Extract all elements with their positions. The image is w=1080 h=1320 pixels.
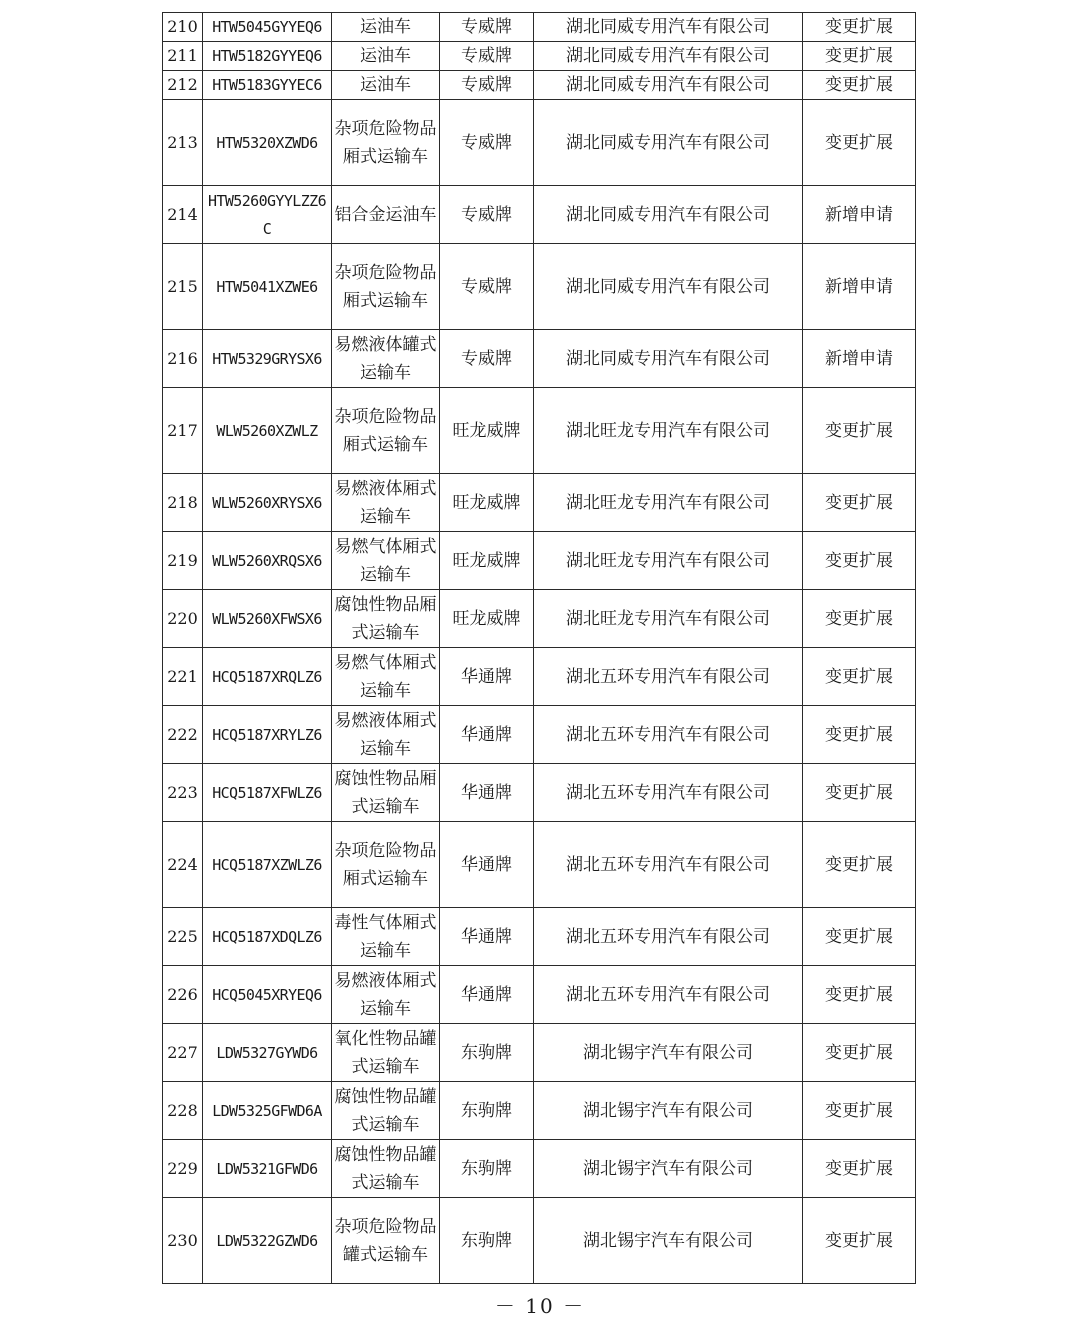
cell-application-type: 新增申请 — [803, 186, 916, 244]
cell-seq-no: 221 — [163, 648, 203, 706]
cell-company: 湖北同威专用汽车有限公司 — [534, 100, 803, 186]
cell-seq-no: 217 — [163, 388, 203, 474]
cell-brand: 华通牌 — [440, 648, 534, 706]
cell-application-type: 变更扩展 — [803, 42, 916, 71]
cell-model-number: HTW5260GYYLZZ6C — [203, 186, 332, 244]
cell-application-type: 变更扩展 — [803, 908, 916, 966]
cell-seq-no: 229 — [163, 1140, 203, 1198]
cell-product-name: 易燃液体厢式运输车 — [332, 474, 440, 532]
cell-seq-no: 218 — [163, 474, 203, 532]
cell-product-name: 杂项危险物品厢式运输车 — [332, 244, 440, 330]
table-row — [163, 822, 916, 908]
cell-seq-no: 214 — [163, 186, 203, 244]
cell-brand: 专威牌 — [440, 13, 534, 42]
cell-product-name: 易燃液体罐式运输车 — [332, 330, 440, 388]
cell-model-number: HCQ5187XZWLZ6 — [203, 822, 332, 908]
table-row — [163, 388, 916, 474]
table-row — [163, 13, 916, 42]
cell-brand: 专威牌 — [440, 186, 534, 244]
cell-brand: 东驹牌 — [440, 1198, 534, 1284]
cell-brand: 旺龙威牌 — [440, 532, 534, 590]
cell-seq-no: 215 — [163, 244, 203, 330]
cell-model-number: WLW5260XRQSX6 — [203, 532, 332, 590]
cell-product-name: 腐蚀性物品厢式运输车 — [332, 590, 440, 648]
cell-company: 湖北同威专用汽车有限公司 — [534, 13, 803, 42]
cell-brand: 华通牌 — [440, 706, 534, 764]
cell-product-name: 杂项危险物品罐式运输车 — [332, 1198, 440, 1284]
cell-brand: 华通牌 — [440, 764, 534, 822]
cell-application-type: 变更扩展 — [803, 388, 916, 474]
cell-model-number: HCQ5187XRQLZ6 — [203, 648, 332, 706]
cell-company: 湖北五环专用汽车有限公司 — [534, 764, 803, 822]
cell-model-number: LDW5321GFWD6 — [203, 1140, 332, 1198]
cell-seq-no: 228 — [163, 1082, 203, 1140]
table-row — [163, 764, 916, 822]
cell-application-type: 变更扩展 — [803, 648, 916, 706]
cell-seq-no: 224 — [163, 822, 203, 908]
table-row — [163, 330, 916, 388]
cell-model-number: HTW5183GYYEC6 — [203, 71, 332, 100]
cell-brand: 旺龙威牌 — [440, 388, 534, 474]
cell-company: 湖北旺龙专用汽车有限公司 — [534, 532, 803, 590]
cell-application-type: 变更扩展 — [803, 1082, 916, 1140]
cell-application-type: 变更扩展 — [803, 764, 916, 822]
table-row — [163, 648, 916, 706]
cell-model-number: HTW5041XZWE6 — [203, 244, 332, 330]
cell-application-type: 变更扩展 — [803, 966, 916, 1024]
cell-product-name: 易燃液体厢式运输车 — [332, 966, 440, 1024]
cell-company: 湖北五环专用汽车有限公司 — [534, 822, 803, 908]
cell-seq-no: 210 — [163, 13, 203, 42]
cell-company: 湖北同威专用汽车有限公司 — [534, 42, 803, 71]
cell-company: 湖北五环专用汽车有限公司 — [534, 966, 803, 1024]
table-row — [163, 42, 916, 71]
cell-application-type: 变更扩展 — [803, 1140, 916, 1198]
cell-model-number: WLW5260XRYSX6 — [203, 474, 332, 532]
cell-company: 湖北锡宇汽车有限公司 — [534, 1024, 803, 1082]
cell-seq-no: 230 — [163, 1198, 203, 1284]
cell-model-number: WLW5260XZWLZ — [203, 388, 332, 474]
table-row — [163, 186, 916, 244]
cell-product-name: 运油车 — [332, 71, 440, 100]
cell-seq-no: 223 — [163, 764, 203, 822]
cell-model-number: HTW5320XZWD6 — [203, 100, 332, 186]
cell-product-name: 杂项危险物品厢式运输车 — [332, 388, 440, 474]
cell-company: 湖北五环专用汽车有限公司 — [534, 706, 803, 764]
cell-model-number: HTW5182GYYEQ6 — [203, 42, 332, 71]
cell-application-type: 变更扩展 — [803, 1198, 916, 1284]
cell-model-number: HTW5329GRYSX6 — [203, 330, 332, 388]
cell-application-type: 新增申请 — [803, 330, 916, 388]
cell-model-number: WLW5260XFWSX6 — [203, 590, 332, 648]
table-row — [163, 706, 916, 764]
cell-model-number: HCQ5187XRYLZ6 — [203, 706, 332, 764]
cell-brand: 华通牌 — [440, 908, 534, 966]
cell-company: 湖北锡宇汽车有限公司 — [534, 1082, 803, 1140]
cell-brand: 专威牌 — [440, 42, 534, 71]
cell-company: 湖北旺龙专用汽车有限公司 — [534, 388, 803, 474]
cell-company: 湖北五环专用汽车有限公司 — [534, 908, 803, 966]
cell-application-type: 变更扩展 — [803, 1024, 916, 1082]
table-row — [163, 474, 916, 532]
cell-product-name: 腐蚀性物品罐式运输车 — [332, 1140, 440, 1198]
cell-seq-no: 220 — [163, 590, 203, 648]
cell-brand: 专威牌 — [440, 244, 534, 330]
cell-seq-no: 219 — [163, 532, 203, 590]
table-row — [163, 100, 916, 186]
cell-seq-no: 227 — [163, 1024, 203, 1082]
cell-seq-no: 216 — [163, 330, 203, 388]
cell-brand: 华通牌 — [440, 822, 534, 908]
cell-product-name: 杂项危险物品厢式运输车 — [332, 822, 440, 908]
cell-brand: 旺龙威牌 — [440, 590, 534, 648]
cell-application-type: 新增申请 — [803, 244, 916, 330]
cell-product-name: 易燃气体厢式运输车 — [332, 532, 440, 590]
cell-seq-no: 211 — [163, 42, 203, 71]
cell-brand: 东驹牌 — [440, 1140, 534, 1198]
cell-application-type: 变更扩展 — [803, 100, 916, 186]
table-body — [163, 13, 916, 1284]
cell-application-type: 变更扩展 — [803, 532, 916, 590]
cell-brand: 专威牌 — [440, 330, 534, 388]
table-row — [163, 908, 916, 966]
cell-model-number: HCQ5045XRYEQ6 — [203, 966, 332, 1024]
cell-product-name: 铝合金运油车 — [332, 186, 440, 244]
cell-seq-no: 226 — [163, 966, 203, 1024]
cell-application-type: 变更扩展 — [803, 822, 916, 908]
table-row — [163, 1198, 916, 1284]
table-row — [163, 1024, 916, 1082]
cell-product-name: 杂项危险物品厢式运输车 — [332, 100, 440, 186]
page-number: － 10 － — [494, 1294, 586, 1318]
cell-product-name: 毒性气体厢式运输车 — [332, 908, 440, 966]
cell-product-name: 腐蚀性物品罐式运输车 — [332, 1082, 440, 1140]
cell-brand: 专威牌 — [440, 71, 534, 100]
cell-product-name: 腐蚀性物品厢式运输车 — [332, 764, 440, 822]
cell-brand: 旺龙威牌 — [440, 474, 534, 532]
cell-application-type: 变更扩展 — [803, 71, 916, 100]
cell-product-name: 易燃液体厢式运输车 — [332, 706, 440, 764]
cell-model-number: HTW5045GYYEQ6 — [203, 13, 332, 42]
cell-company: 湖北同威专用汽车有限公司 — [534, 330, 803, 388]
cell-application-type: 变更扩展 — [803, 706, 916, 764]
cell-product-name: 运油车 — [332, 42, 440, 71]
cell-company: 湖北同威专用汽车有限公司 — [534, 71, 803, 100]
table-row — [163, 71, 916, 100]
cell-company: 湖北锡宇汽车有限公司 — [534, 1140, 803, 1198]
cell-brand: 东驹牌 — [440, 1024, 534, 1082]
cell-model-number: LDW5327GYWD6 — [203, 1024, 332, 1082]
cell-model-number: LDW5322GZWD6 — [203, 1198, 332, 1284]
cell-seq-no: 225 — [163, 908, 203, 966]
table-row — [163, 1082, 916, 1140]
table-row — [163, 244, 916, 330]
cell-seq-no: 213 — [163, 100, 203, 186]
cell-product-name: 氧化性物品罐式运输车 — [332, 1024, 440, 1082]
cell-seq-no: 212 — [163, 71, 203, 100]
cell-model-number: LDW5325GFWD6A — [203, 1082, 332, 1140]
cell-company: 湖北旺龙专用汽车有限公司 — [534, 474, 803, 532]
cell-model-number: HCQ5187XDQLZ6 — [203, 908, 332, 966]
cell-company: 湖北五环专用汽车有限公司 — [534, 648, 803, 706]
cell-model-number: HCQ5187XFWLZ6 — [203, 764, 332, 822]
table-row — [163, 532, 916, 590]
cell-brand: 华通牌 — [440, 966, 534, 1024]
table-row — [163, 1140, 916, 1198]
cell-application-type: 变更扩展 — [803, 13, 916, 42]
table-row — [163, 590, 916, 648]
cell-company: 湖北同威专用汽车有限公司 — [534, 186, 803, 244]
cell-company: 湖北旺龙专用汽车有限公司 — [534, 590, 803, 648]
cell-company: 湖北同威专用汽车有限公司 — [534, 244, 803, 330]
cell-brand: 专威牌 — [440, 100, 534, 186]
cell-application-type: 变更扩展 — [803, 474, 916, 532]
cell-seq-no: 222 — [163, 706, 203, 764]
cell-brand: 东驹牌 — [440, 1082, 534, 1140]
cell-company: 湖北锡宇汽车有限公司 — [534, 1198, 803, 1284]
cell-product-name: 运油车 — [332, 13, 440, 42]
vehicle-catalog-table — [162, 12, 916, 1284]
cell-product-name: 易燃气体厢式运输车 — [332, 648, 440, 706]
table-row — [163, 966, 916, 1024]
cell-application-type: 变更扩展 — [803, 590, 916, 648]
